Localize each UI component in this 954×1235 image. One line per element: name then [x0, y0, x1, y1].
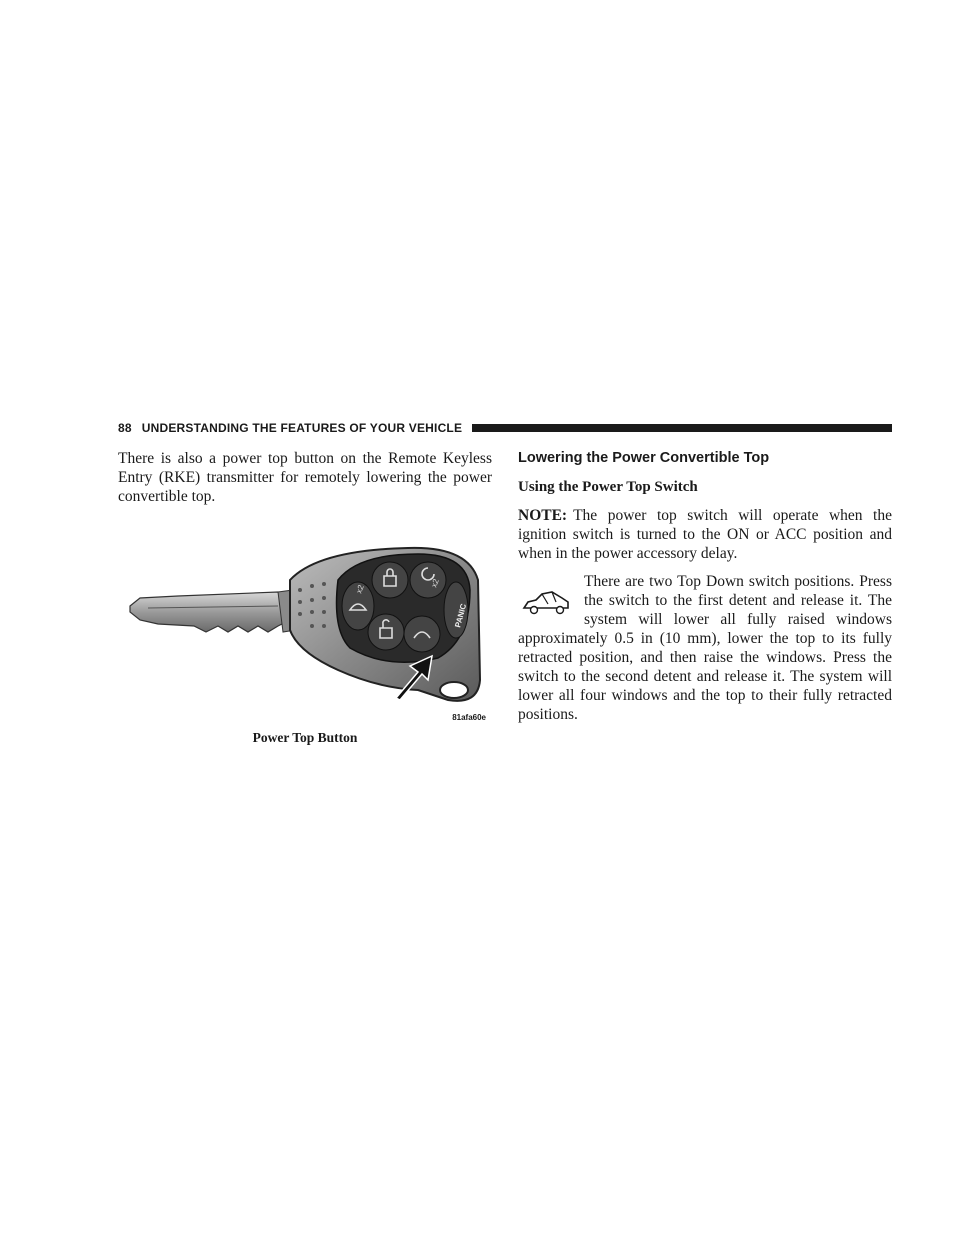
key-fob-figure: [118, 540, 492, 730]
note-text: The power top switch will operate when the ignition switch is turned to the ON or ACC position and when in the power accessory delay.: [518, 507, 892, 562]
key-fob-illustration: [118, 540, 492, 730]
figure-caption: Power Top Button: [252, 730, 358, 745]
intro-paragraph: There is also a power top button on the Remote Keyless Entry (RKE) transmitter for remotely lowering the power convertible top.: [118, 450, 492, 505]
power-top-button[interactable]: [404, 616, 440, 652]
left-column: [118, 449, 492, 506]
right-column: [518, 449, 892, 724]
section-heading: Lowering the Power Convertible Top: [518, 450, 770, 466]
top-down-paragraph: There are two Top Down switch positions. Press the switch to the first detent and release it. The system will lower all fully raised windows approximately 0.5 in (10 mm), lower the top to its fully retracted position, and then raise the windows. Press the switch to the second detent and release it. The system will lower all four windows and the top to their fully retracted positions.: [518, 573, 892, 723]
note-label: NOTE:: [518, 507, 568, 524]
lock-button[interactable]: [372, 562, 408, 598]
header-rule: [472, 424, 892, 432]
page-header: [118, 419, 892, 437]
start-x2-label: x2: [429, 577, 441, 589]
trunk-x2-label: x2: [354, 583, 366, 595]
convertible-top-icon: [518, 580, 574, 620]
sub-heading: Using the Power Top Switch: [518, 479, 698, 495]
note-paragraph: [518, 506, 892, 563]
chapter-title: UNDERSTANDING THE FEATURES OF YOUR VEHICLE: [141, 421, 463, 435]
page-number: 88: [118, 421, 132, 435]
figure-code: 81afa60e: [452, 713, 486, 722]
key-blade: [130, 592, 290, 632]
panic-label: PANIC: [453, 602, 469, 629]
